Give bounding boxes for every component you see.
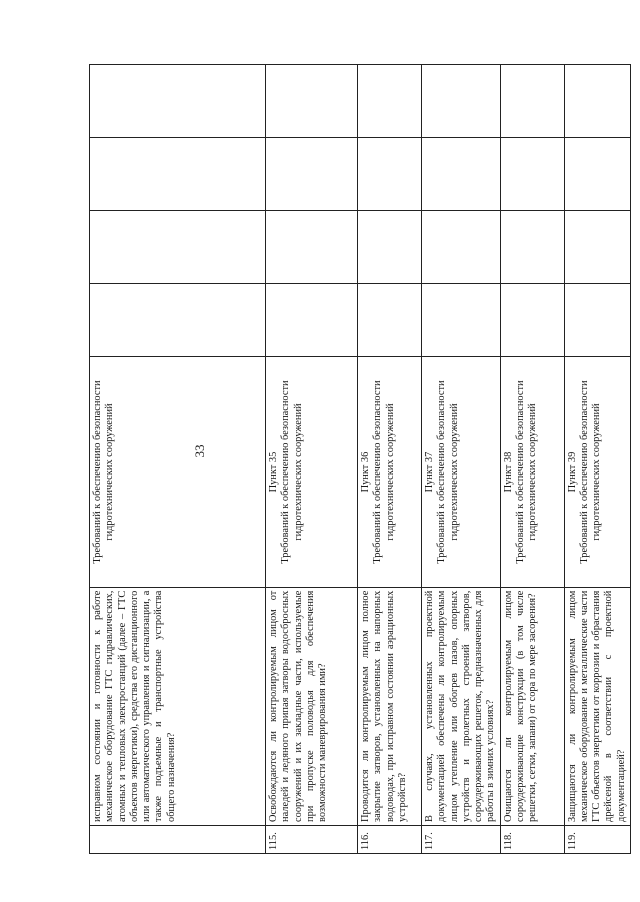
row-requirement-text: Требований к обеспечению безопасности гидротехнических сооружений [436,380,460,564]
empty-cell [564,211,630,284]
table-row [422,65,501,854]
empty-cell [500,65,564,138]
row-number: 119. [564,825,630,853]
row-requirement [500,357,564,587]
row-question: Очищаются ли контролируемым лицом сороудерживающие конструкции (в том числе решетки, сетки, запани) от сора по мере засорения? [500,587,564,825]
empty-cell [500,284,564,357]
empty-cell [90,211,266,284]
row-requirement-text: Требований к обеспечению безопасности гидротехнических сооружений [514,380,539,564]
row-number: 115. [266,825,358,853]
empty-cell [422,284,501,357]
row-clause: Пункт 38 [502,451,514,493]
row-number: 117. [422,825,501,853]
row-question: Защищаются ли контролируемым лицом механическое оборудование и металлические части ГТС объектов энергетики от коррозии и обрастания дрейсеной в соответствии с проектной документацией? [564,587,630,825]
empty-cell [422,138,501,211]
empty-cell [500,138,564,211]
row-requirement-text: Требований к обеспечению безопасности гидротехнических сооружений [578,380,603,564]
row-requirement [266,357,358,587]
empty-cell [358,138,422,211]
table-row [90,65,266,854]
row-number [90,825,266,853]
page-number: 33 [192,444,207,458]
table-row [358,65,422,854]
table-row [500,65,564,854]
empty-cell [358,65,422,138]
row-requirement-text: Требований к обеспечению безопасности гидротехнических сооружений [372,380,396,564]
empty-cell [90,65,266,138]
empty-cell [358,211,422,284]
table-row [266,65,358,854]
row-requirement-text: Требований к обеспечению безопасности гидротехнических сооружений [92,380,116,564]
row-question: Освобождаются ли контролируемым лицом от наледей и ледяного припая затворы водосбросных сооружений и их закладные части, используемые при пропуске половодья для обеспечения возможности маневрирования ими? [266,587,358,825]
empty-cell [90,284,266,357]
empty-cell [564,65,630,138]
row-number: 116. [358,825,422,853]
empty-cell [90,138,266,211]
row-question: В случаях, установленных проектной документацией обеспечены ли контролируемым лицом утепление или обогрев пазов, опорных устройств и пролетных строений затворов, сороудерживающих решеток, предназначенных для работы в зимних условиях? [422,587,501,825]
empty-cell [422,211,501,284]
empty-cell [422,65,501,138]
empty-cell [266,138,358,211]
row-clause: Пункт 39 [566,451,578,493]
row-requirement [422,357,501,587]
empty-cell [266,65,358,138]
row-clause: Пункт 36 [360,451,371,493]
row-question: исправном состоянии и готовности к работе механическое оборудование ГТС гидравлических, атомных и тепловых электростанций (далее – ГТС объектов энергетики), средства его дистанционного или автоматического управления и сигнализации, а также подъемные и транспортные устройства общего назначения? [90,587,266,825]
row-clause: Пункт 35 [268,451,279,493]
empty-cell [500,211,564,284]
empty-cell [564,138,630,211]
table-row [564,65,630,854]
row-requirement-text: Требований к обеспечению безопасности гидротехнических сооружений [280,380,304,564]
row-question: Проводится ли контролируемым лицом полное закрытие затворов, установленных на напорных водоводах, при исправном состоянии аэрационных устройств? [358,587,422,825]
empty-cell [266,284,358,357]
row-clause: Пункт 37 [424,451,435,493]
empty-cell [564,284,630,357]
empty-cell [266,211,358,284]
row-requirement [90,357,266,587]
row-number: 118. [500,825,564,853]
checklist-table [89,64,627,854]
row-requirement [564,357,630,587]
row-requirement [358,357,422,587]
empty-cell [358,284,422,357]
